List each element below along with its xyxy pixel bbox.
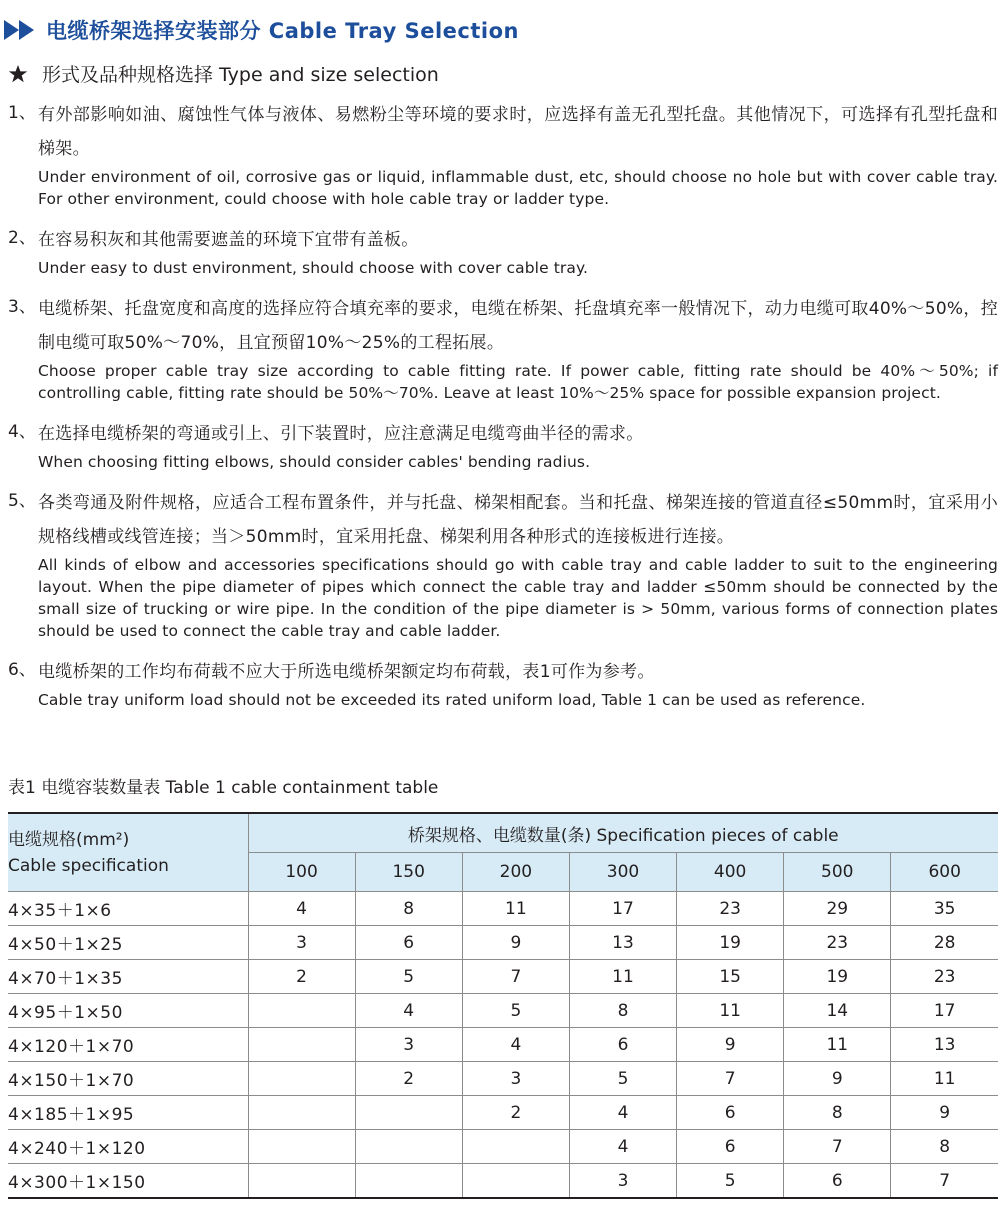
cable-spec-cell: 4×300＋1×150 (8, 1164, 248, 1199)
cable-count-cell: 8 (784, 1096, 891, 1130)
item-body (38, 292, 998, 404)
table-row (8, 1130, 998, 1164)
cable-count-cell: 5 (355, 960, 462, 994)
list-item (8, 655, 998, 711)
cable-count-cell: 8 (355, 892, 462, 926)
table-row (8, 1062, 998, 1096)
cable-count-cell: 5 (462, 994, 569, 1028)
table-caption: 表1 电缆容装数量表 Table 1 cable containment table (8, 778, 439, 798)
cable-count-cell: 13 (891, 1028, 998, 1062)
list-item (8, 486, 998, 642)
item-text-cn: 有外部影响如油、腐蚀性气体与液体、易燃粉尘等环境的要求时，应选择有盖无孔型托盘。其他情况下，可选择有孔型托盘和梯架。 (38, 105, 998, 159)
item-text-en: Cable tray uniform load should not be exceeded its rated uniform load, Table 1 can be used as reference. (38, 691, 866, 709)
cable-count-cell: 7 (677, 1062, 784, 1096)
cable-count-cell: 6 (355, 926, 462, 960)
item-number: 1、 (8, 103, 36, 123)
cable-count-cell: 35 (891, 892, 998, 926)
cable-count-cell (355, 1130, 462, 1164)
item-text-en: Choose proper cable tray size according to cable fitting rate. If power cable, fitting rate should be 40%～50%; if controlling cable, fitting rate should be 50%～70%. Leave at least 10%～25% space for possible expansion project. (38, 362, 998, 402)
cable-count-cell: 6 (569, 1028, 676, 1062)
tray-size-header: 600 (891, 853, 998, 892)
item-number: 3、 (8, 297, 36, 317)
tray-size-header: 500 (784, 853, 891, 892)
cable-count-cell: 4 (355, 994, 462, 1028)
cable-count-cell: 8 (569, 994, 676, 1028)
cable-count-cell: 17 (569, 892, 676, 926)
cable-spec-cell: 4×35＋1×6 (8, 892, 248, 926)
tray-size-header: 400 (677, 853, 784, 892)
table-body (8, 892, 998, 1199)
item-body (38, 98, 998, 210)
spec-header-en: Cable specification (8, 855, 169, 876)
item-body (38, 486, 998, 642)
item-text-cn: 电缆桥架、托盘宽度和高度的选择应符合填充率的要求，电缆在桥架、托盘填充率一般情况下，动力电缆可取40%～50%，控制电缆可取50%～70%，且宜预留10%～25%的工程拓展。 (38, 299, 998, 353)
table-row (8, 1096, 998, 1130)
table-row (8, 892, 998, 926)
cable-count-cell (248, 1062, 355, 1096)
cable-count-cell: 23 (784, 926, 891, 960)
cable-count-cell: 4 (569, 1096, 676, 1130)
table-row (8, 1164, 998, 1199)
cable-count-cell: 4 (248, 892, 355, 926)
cable-spec-cell: 4×185＋1×95 (8, 1096, 248, 1130)
cable-count-cell: 11 (569, 960, 676, 994)
cable-count-cell (355, 1164, 462, 1199)
cable-spec-cell: 4×150＋1×70 (8, 1062, 248, 1096)
subheading (8, 60, 439, 87)
cable-containment-table (8, 812, 998, 1199)
cable-count-cell: 23 (891, 960, 998, 994)
item-text-en: Under easy to dust environment, should choose with cover cable tray. (38, 259, 589, 277)
cable-count-cell: 6 (677, 1096, 784, 1130)
tray-spec-group-header: 桥架规格、电缆数量(条) Specification pieces of cable (248, 813, 998, 853)
tray-size-header: 300 (569, 853, 676, 892)
item-number: 2、 (8, 228, 36, 248)
item-number: 4、 (8, 422, 36, 442)
cable-count-cell: 13 (569, 926, 676, 960)
item-number: 5、 (8, 491, 36, 511)
cable-count-cell (248, 994, 355, 1028)
cable-count-cell: 7 (462, 960, 569, 994)
cable-count-cell: 14 (784, 994, 891, 1028)
cable-count-cell: 2 (462, 1096, 569, 1130)
list-item (8, 223, 998, 279)
tray-size-header: 100 (248, 853, 355, 892)
cable-count-cell: 9 (677, 1028, 784, 1062)
cable-count-cell: 9 (462, 926, 569, 960)
table-row (8, 994, 998, 1028)
item-text-en: When choosing fitting elbows, should consider cables' bending radius. (38, 453, 591, 471)
item-text-cn: 在容易积灰和其他需要遮盖的环境下宜带有盖板。 (38, 230, 419, 250)
cable-count-cell (248, 1096, 355, 1130)
requirement-list (8, 98, 998, 724)
cable-count-cell: 5 (677, 1164, 784, 1199)
cable-count-cell: 17 (891, 994, 998, 1028)
cable-count-cell: 2 (248, 960, 355, 994)
cable-count-cell: 11 (462, 892, 569, 926)
cable-count-cell: 28 (891, 926, 998, 960)
section-title: 电缆桥架选择安装部分 Cable Tray Selection (46, 19, 519, 43)
item-text-en: Under environment of oil, corrosive gas or liquid, inflammable dust, etc, should choose no hole but with cover cable tray. For other environment, could choose with hole cable tray or ladder type. (38, 168, 998, 208)
cable-count-cell: 11 (677, 994, 784, 1028)
cable-count-cell: 15 (677, 960, 784, 994)
cable-count-cell: 6 (677, 1130, 784, 1164)
cable-count-cell: 9 (784, 1062, 891, 1096)
table-header-row (8, 813, 998, 853)
item-text-cn: 在选择电缆桥架的弯通或引上、引下装置时，应注意满足电缆弯曲半径的需求。 (38, 424, 644, 444)
cable-count-cell (248, 1130, 355, 1164)
cable-spec-cell: 4×50＋1×25 (8, 926, 248, 960)
cable-count-cell: 29 (784, 892, 891, 926)
cable-count-cell: 11 (891, 1062, 998, 1096)
cable-spec-cell: 4×70＋1×35 (8, 960, 248, 994)
spec-column-header (8, 813, 248, 892)
item-text-cn: 各类弯通及附件规格，应适合工程布置条件，并与托盘、梯架相配套。当和托盘、梯架连接的管道直径≤50mm时，宜采用小规格线槽或线管连接；当＞50mm时，宜采用托盘、梯架利用各种形式的连接板进行连接。 (38, 493, 998, 547)
cable-count-cell: 3 (462, 1062, 569, 1096)
cable-count-cell: 7 (891, 1164, 998, 1199)
star-icon (8, 64, 28, 84)
cable-count-cell (248, 1028, 355, 1062)
cable-count-cell: 23 (677, 892, 784, 926)
list-item (8, 417, 998, 473)
section-header (4, 14, 519, 46)
cable-spec-cell: 4×120＋1×70 (8, 1028, 248, 1062)
table-row (8, 960, 998, 994)
double-arrow-icon (4, 19, 38, 41)
cable-count-cell: 9 (891, 1096, 998, 1130)
cable-count-cell: 6 (784, 1164, 891, 1199)
cable-count-cell: 11 (784, 1028, 891, 1062)
cable-count-cell: 4 (462, 1028, 569, 1062)
item-text-cn: 电缆桥架的工作均布荷载不应大于所选电缆桥架额定均布荷载，表1可作为参考。 (38, 662, 655, 682)
cable-count-cell: 3 (355, 1028, 462, 1062)
cable-count-cell: 5 (569, 1062, 676, 1096)
cable-count-cell (462, 1130, 569, 1164)
tray-size-header: 200 (462, 853, 569, 892)
cable-count-cell (462, 1164, 569, 1199)
item-body (38, 417, 998, 473)
item-number: 6、 (8, 660, 36, 680)
list-item (8, 292, 998, 404)
cable-spec-cell: 4×95＋1×50 (8, 994, 248, 1028)
cable-count-cell (248, 1164, 355, 1199)
cable-count-cell: 19 (784, 960, 891, 994)
item-body (38, 655, 998, 711)
cable-count-cell (355, 1096, 462, 1130)
cable-count-cell: 3 (569, 1164, 676, 1199)
table-row (8, 926, 998, 960)
cable-count-cell: 7 (784, 1130, 891, 1164)
item-text-en: All kinds of elbow and accessories specifications should go with cable tray and cable ladder to suit to the engineering layout. When the pipe diameter of pipes which connect the cable tray and ladder ≤50mm should be connected by the small size of trucking or wire pipe. In the condition of the pipe diameter is > 50mm, various forms of connection plates should be used to connect the cable tray and cable ladder. (38, 556, 998, 640)
table-row (8, 1028, 998, 1062)
tray-size-header: 150 (355, 853, 462, 892)
item-body (38, 223, 998, 279)
cable-count-cell: 8 (891, 1130, 998, 1164)
subheading-text: 形式及品种规格选择 Type and size selection (42, 64, 439, 86)
cable-count-cell: 2 (355, 1062, 462, 1096)
cable-count-cell: 4 (569, 1130, 676, 1164)
cable-spec-cell: 4×240＋1×120 (8, 1130, 248, 1164)
cable-count-cell: 19 (677, 926, 784, 960)
cable-count-cell: 3 (248, 926, 355, 960)
list-item (8, 98, 998, 210)
spec-header-cn: 电缆规格(mm²) (8, 829, 130, 850)
